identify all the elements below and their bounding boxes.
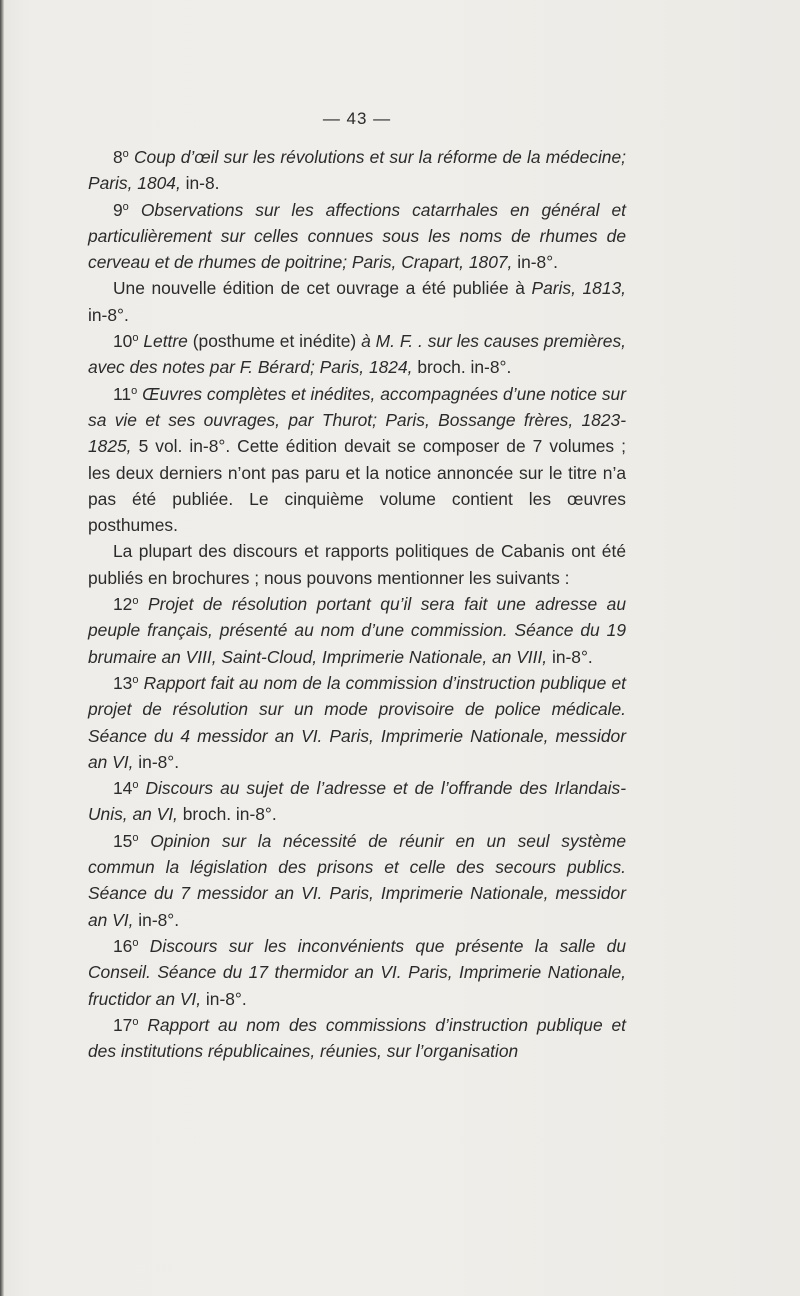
entry-format: broch. in-8°. (177, 804, 277, 825)
entry-format: in-8°. (133, 909, 180, 930)
degree-mark: o (132, 332, 139, 345)
entry-15 (88, 828, 626, 933)
entry-format: in-8°. (201, 988, 247, 1009)
entry-title: Projet de résolution portant qu’il sera fait une adresse au peuple français, présenté au nom d’une commission. Séance du 19 brumaire an VIII, Saint-Cloud, Imprimerie Nationale, an VIII, (88, 594, 627, 667)
degree-mark: o (132, 1015, 139, 1028)
entry-format: broch. in-8°. (412, 357, 512, 378)
entry-format: 5 vol. in-8°. Cette édition devait se composer de 7 volumes ; les deux derniers n’ont pas paru et la notice annoncée sur le titre n’a pas été publiée. Le cinquième volume contient les œuvres posthumes. (88, 436, 626, 536)
entry-10 (88, 328, 626, 381)
degree-mark: o (132, 779, 139, 792)
entry-9 (88, 197, 626, 276)
degree-mark: o (132, 595, 139, 608)
degree-mark: o (131, 384, 138, 397)
degree-mark: o (122, 200, 129, 213)
page-binding-edge (0, 0, 4, 1296)
entry-format: in-8°. (547, 646, 593, 667)
entry-14 (88, 775, 626, 828)
entry-12 (88, 591, 626, 670)
degree-mark: o (122, 148, 129, 160)
degree-mark: o (132, 831, 139, 844)
entry-title: Discours au sujet de l’adresse et de l’offrande des Irlandais-Unis, an VI, (88, 778, 626, 825)
entry-title: Œuvres complètes et inédites, accompagnées d’une notice sur sa vie et ses ouvrages, par Thurot; Paris, Bossange frères, 1823-1825, (88, 383, 626, 457)
entry-title: Lettre (143, 331, 188, 352)
entry-16 (88, 933, 626, 1012)
entry-title: Opinion sur la nécessité de réunir en un seul système commun la législation des prisons et celle des secours publics. Séance du 7 messidor an VI. Paris, Imprimerie Nationale, messidor an VI, (88, 830, 626, 930)
entry-number: 15 (113, 830, 133, 851)
entry-number: 14 (113, 778, 133, 799)
entry-title: Rapport fait au nom de la commission d’instruction publique et projet de résolution sur un mode provisoire de police médicale. Séance du 4 messidor an VI. Paris, Imprimerie Nationale, messidor an VI, (88, 672, 626, 772)
entry-number: 13 (113, 672, 133, 693)
entry-format: in-8. (180, 173, 220, 194)
entry-11 (88, 381, 626, 539)
entry-title: Rapport au nom des commissions d’instruction publique et des institutions républicaines, réunies, sur l’organisation (88, 1014, 626, 1062)
entry-13 (88, 670, 626, 775)
entry-number: 16 (113, 935, 133, 956)
paragraph-text: La plupart des discours et rapports politiques de Cabanis ont été publiés en brochures ; nous pouvons mentionner les suivants : (88, 541, 626, 588)
entry-title: Observations sur les affections catarrhales en général et particulièrement sur celles connues sous les noms de rhumes de cerveau et de rhumes de poitrine; Paris, Crapart, 1807, (88, 199, 626, 273)
note-format: in-8°. (88, 304, 129, 325)
degree-mark: o (132, 673, 139, 686)
entry-number: 9 (113, 199, 123, 220)
note-text: Une nouvelle édition de cet ouvrage a été publiée à (113, 278, 532, 299)
entry-number: 12 (113, 594, 133, 615)
entry-title: Discours sur les inconvénients que présente la salle du Conseil. Séance du 17 thermidor an VI. Paris, Imprimerie Nationale, fructidor an VI, (88, 935, 626, 1009)
entry-title-continued: à M. F. . sur les causes premières, avec des notes par F. Bérard; Paris, 1824, (88, 331, 626, 378)
entry-format: in-8°. (512, 252, 558, 273)
entry-number: 11 (113, 383, 132, 404)
note-new-edition (88, 275, 626, 328)
entry-title: Coup d’œil sur les révolutions et sur la réforme de la médecine; Paris, 1804, (88, 147, 626, 194)
entry-8 (88, 144, 626, 197)
entry-number: 17 (113, 1014, 133, 1035)
entry-number: 8 (113, 147, 123, 167)
degree-mark: o (132, 936, 139, 949)
entry-17 (88, 1012, 626, 1065)
paragraph-political-discourses (88, 538, 626, 591)
note-place-date: Paris, 1813, (531, 278, 626, 299)
text-column (88, 106, 626, 1064)
page-number-header: — 43 — (322, 109, 392, 128)
entry-note: (posthume et inédite) (187, 331, 362, 352)
entry-format: in-8°. (133, 751, 180, 772)
entry-number: 10 (113, 331, 133, 352)
